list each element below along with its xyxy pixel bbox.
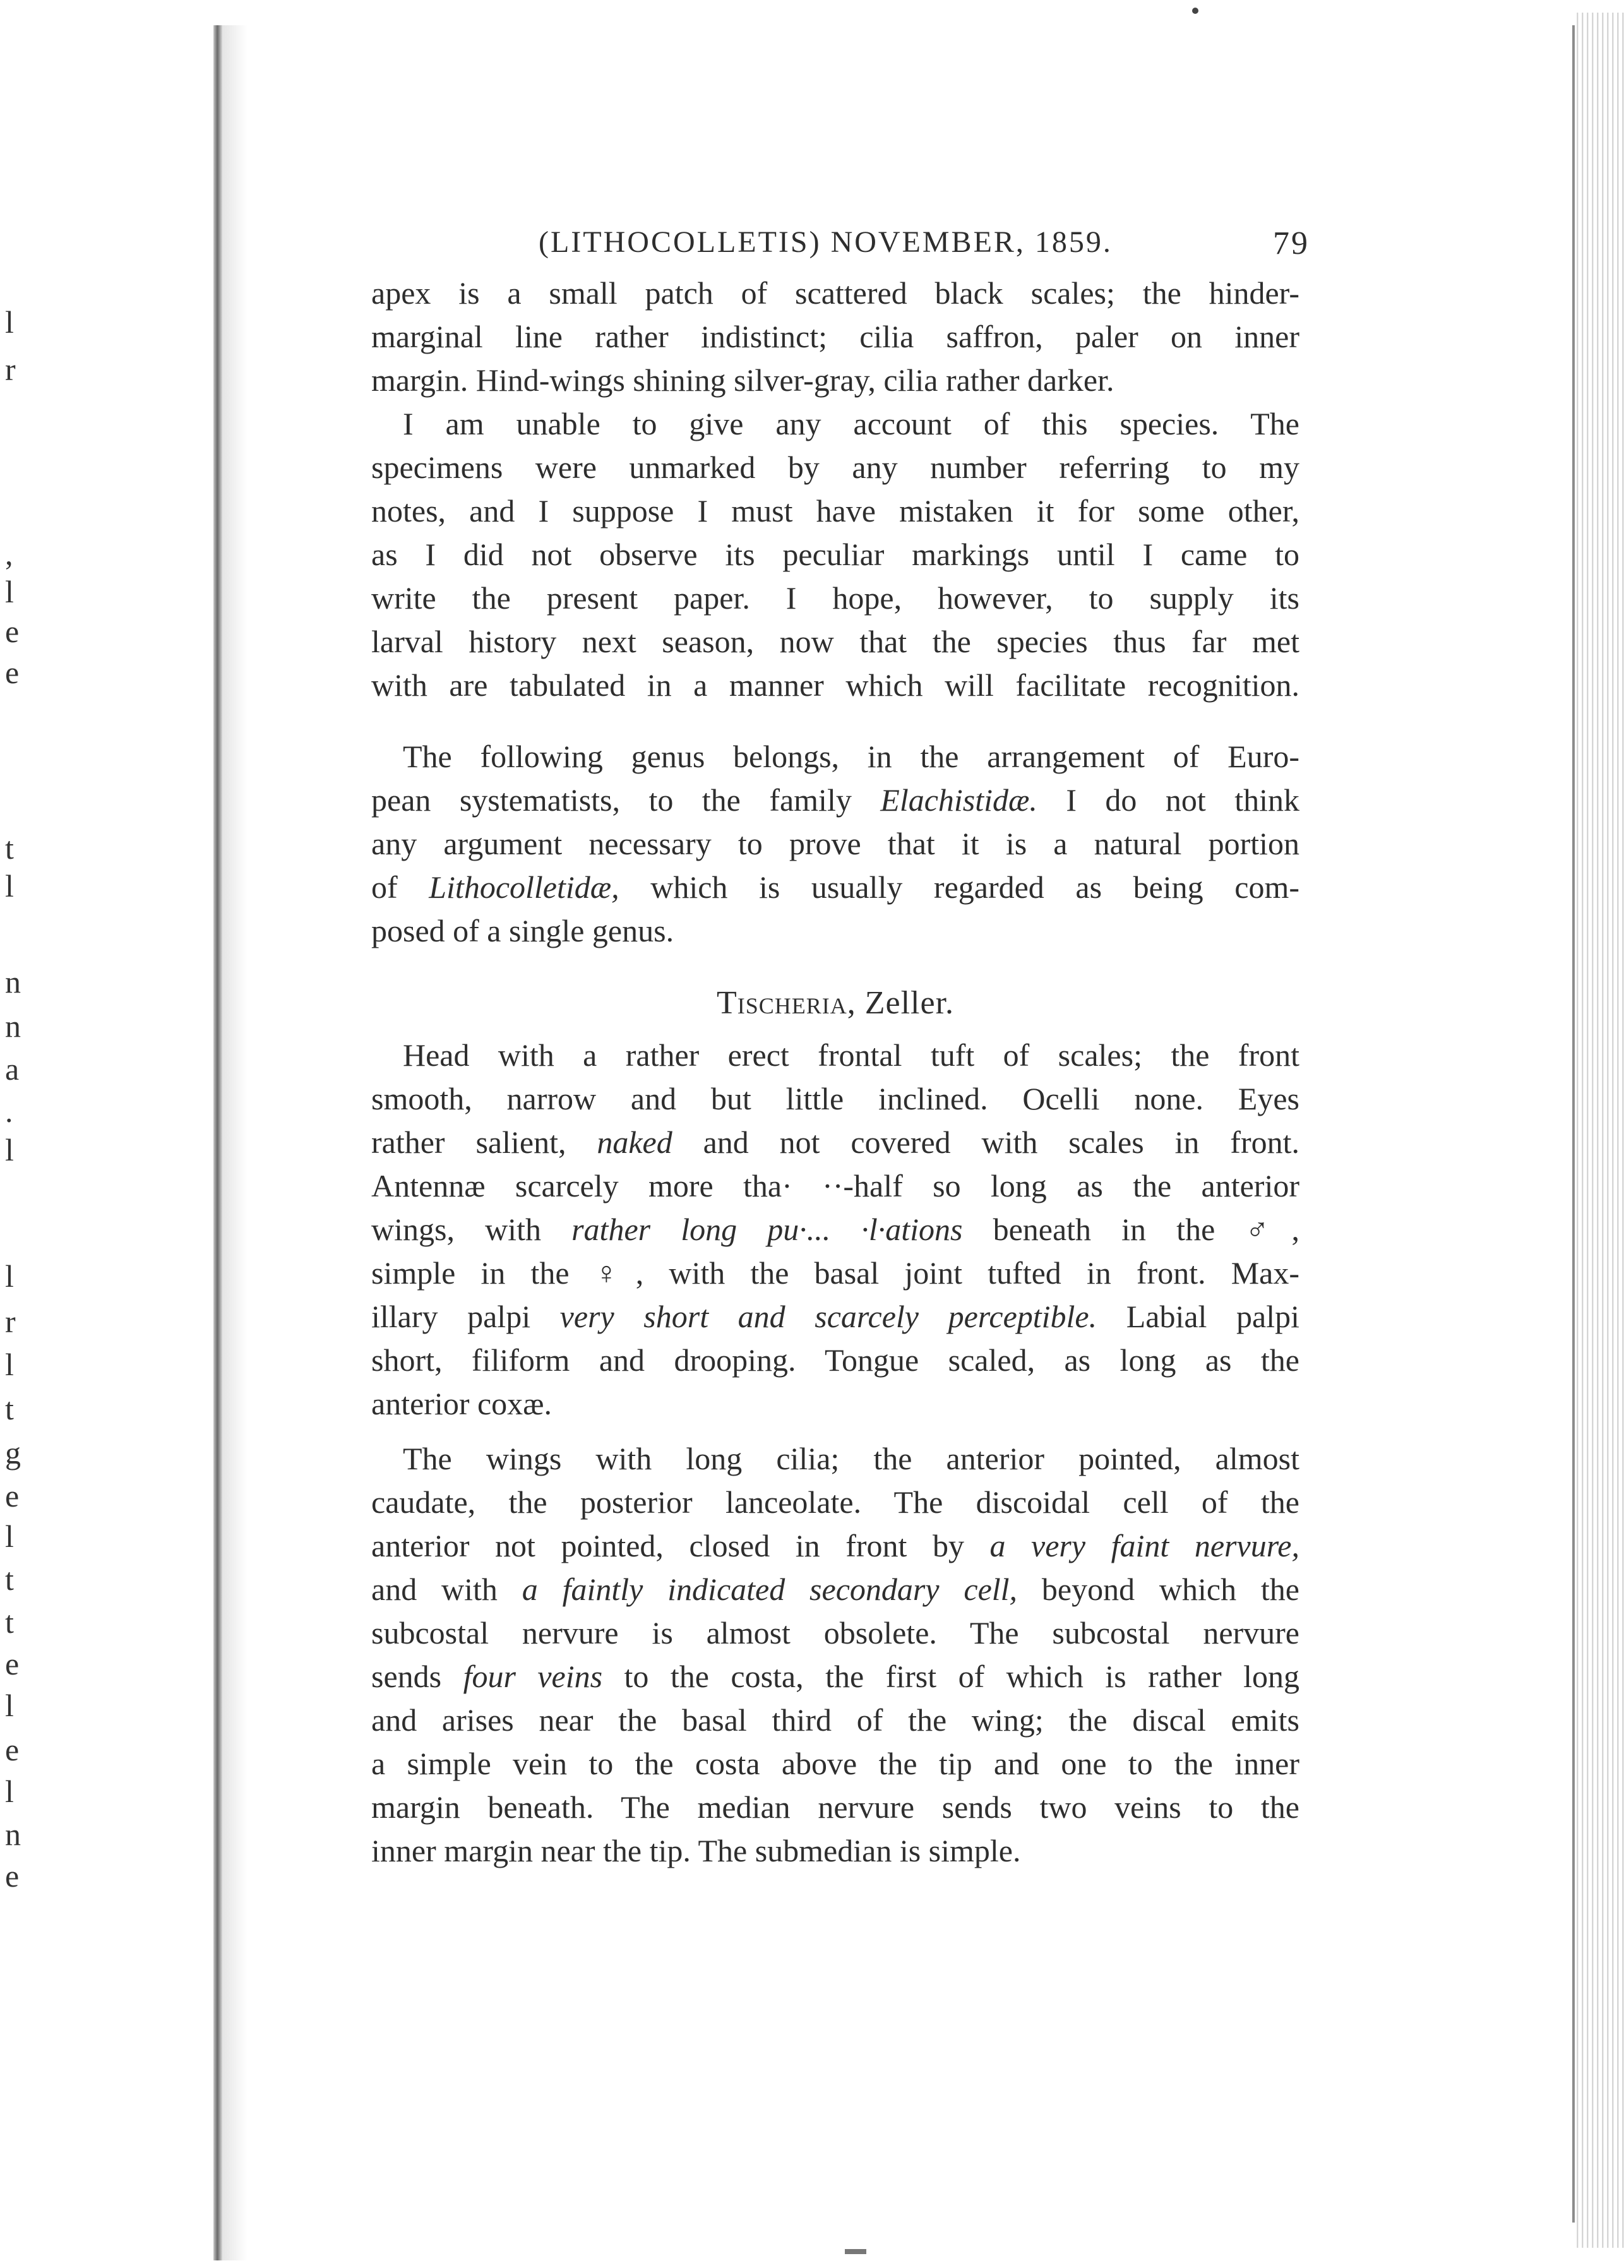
text-line: margin. Hind-wings shining silver-gray, cilia rather darker.: [371, 362, 1114, 398]
text-line: subcostal nervure is almost obsolete. The subcostal nervure: [371, 1615, 1299, 1650]
left-fragment: n: [5, 964, 21, 1000]
gutter-shadow: [222, 25, 248, 2260]
left-fragment: n: [5, 1008, 21, 1044]
paragraph-genus-intro: [371, 735, 1299, 953]
left-fragment: e: [5, 1858, 20, 1894]
left-fragment: e: [5, 655, 20, 690]
text-line: Head with a rather erect frontal tuft of scales; the front: [403, 1037, 1299, 1073]
text-line: and with a faintly indicated secondary cell, beyond which the: [371, 1572, 1299, 1607]
text-line: The following genus belongs, in the arrangement of Euro-: [403, 739, 1299, 774]
text-line: short, filiform and drooping. Tongue scaled, as long as the: [371, 1342, 1299, 1378]
book-gutter: [213, 25, 222, 2260]
text-line: of Lithocolletidæ, which is usually regarded as being com-: [371, 869, 1299, 905]
text-line: I am unable to give any account of this species. The: [403, 406, 1299, 441]
running-head: [371, 221, 1310, 272]
text-line: inner margin near the tip. The submedian is simple.: [371, 1833, 1021, 1868]
left-fragment: l: [5, 1688, 14, 1723]
left-fragment: l: [5, 1519, 14, 1554]
paragraph-species-description: [371, 272, 1299, 402]
page-number: 79: [1273, 225, 1310, 261]
left-fragment: n: [5, 1817, 21, 1852]
scan-speck: [845, 2249, 866, 2254]
left-fragment: l: [5, 1132, 14, 1167]
family-name-italic: Lithocolletidæ,: [429, 869, 619, 905]
left-fragment: e: [5, 1732, 20, 1767]
left-fragment: l: [5, 1774, 14, 1809]
text-line: write the present paper. I hope, however, to supply its: [371, 580, 1299, 616]
left-page-fragments: [0, 0, 25, 2268]
text-line: sends four veins to the costa, the first of which is rather long: [371, 1659, 1300, 1694]
text-line: wings, with rather long pu·... ·l·ations beneath in the ♂,: [371, 1212, 1299, 1247]
text-line: any argument necessary to prove that it is a natural portion: [371, 826, 1299, 861]
right-page-edges: [1573, 13, 1624, 2248]
text-line: anterior coxæ.: [371, 1386, 552, 1421]
paragraph-species-note: [371, 402, 1299, 707]
text-line: illary palpi very short and scarcely perceptible. Labial palpi: [371, 1299, 1299, 1334]
left-fragment: e: [5, 1646, 20, 1681]
text-line: a simple vein to the costa above the tip and one to the inner: [371, 1746, 1299, 1781]
text-line: caudate, the posterior lanceolate. The discoidal cell of the: [371, 1484, 1299, 1520]
left-fragment: a: [5, 1051, 20, 1087]
left-fragment: e: [5, 614, 20, 649]
genus-name: Tischeria,: [716, 985, 856, 1021]
left-fragment: t: [5, 1391, 14, 1426]
text-line: smooth, narrow and but little inclined. Ocelli none. Eyes: [371, 1081, 1299, 1116]
text-line: specimens were unmarked by any number referring to my: [371, 450, 1299, 485]
text-line: The wings with long cilia; the anterior pointed, almost: [403, 1441, 1299, 1476]
running-head-title: (LITHOCOLLETIS) NOVEMBER, 1859.: [539, 225, 1113, 259]
text-line: Antennæ scarcely more tha· ··-half so long as the anterior: [371, 1168, 1299, 1203]
genus-heading: [371, 981, 1299, 1026]
text-line: larval history next season, now that the species thus far met: [371, 624, 1299, 659]
left-fragment: g: [5, 1435, 21, 1471]
left-fragment: e: [5, 1478, 20, 1513]
left-fragment: l: [5, 574, 14, 609]
text-line: rather salient, naked and not covered with scales in front.: [371, 1125, 1299, 1160]
left-fragment: t: [5, 1561, 14, 1597]
left-page-strip: [0, 0, 213, 2268]
left-fragment: l: [5, 868, 14, 904]
text-line: simple in the ♀, with the basal joint tufted in front. Max-: [371, 1255, 1299, 1291]
text-line: posed of a single genus.: [371, 913, 674, 948]
text-line: margin beneath. The median nervure sends two veins to the: [371, 1789, 1299, 1825]
left-fragment: t: [5, 1604, 14, 1640]
text-line: marginal line rather indistinct; cilia saffron, paler on inner: [371, 319, 1299, 354]
text-line: as I did not observe its peculiar markings until I came to: [371, 537, 1299, 572]
left-fragment: r: [5, 1304, 16, 1339]
left-fragment: ,: [5, 536, 13, 571]
left-fragment: l: [5, 1258, 14, 1294]
family-name-italic: Elachistidæ.: [880, 782, 1037, 818]
left-fragment: l: [5, 304, 14, 340]
left-fragment: l: [5, 1347, 14, 1382]
text-line: notes, and I suppose I must have mistaken it for some other,: [371, 493, 1299, 528]
text-line: apex is a small patch of scattered black scales; the hinder-: [371, 275, 1299, 311]
paragraph-head-description: [371, 1034, 1299, 1426]
right-page-border: [1572, 25, 1575, 2223]
left-fragment: .: [5, 1094, 13, 1129]
text-line: anterior not pointed, closed in front by a very faint nervure,: [371, 1528, 1299, 1563]
text-line: and arises near the basal third of the wing; the discal emits: [371, 1702, 1299, 1738]
left-fragment: t: [5, 830, 14, 866]
paragraph-wings-description: [371, 1437, 1299, 1873]
book-page: [371, 221, 1310, 1873]
left-fragment: r: [5, 352, 16, 387]
text-line: with are tabulated in a manner which will facilitate recognition.: [371, 667, 1299, 703]
genus-author: Zeller.: [856, 985, 955, 1021]
text-line: pean systematists, to the family Elachistidæ. I do not think: [371, 782, 1299, 818]
scan-speck: [1192, 8, 1198, 14]
